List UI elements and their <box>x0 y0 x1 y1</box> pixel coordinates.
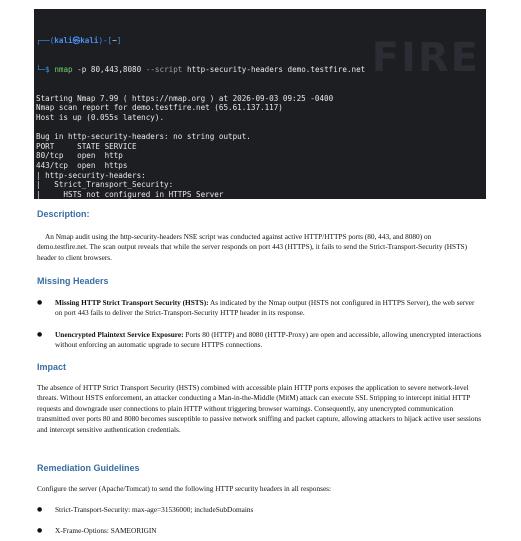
watermark-logo: FIRE <box>371 35 480 81</box>
terminal-output <box>36 17 482 199</box>
list-item-title: Unencrypted Plaintext Service Exposure: <box>55 330 184 339</box>
list-item-text: As indicated by the Nmap output (HSTS not configured in HTTPS Server), the web server on port 443 fails to deliver the Strict-Transport-Security HTTP header in its response. <box>55 298 475 318</box>
terminal-line <box>36 123 482 133</box>
terminal-prompt-line: ┌──(kali㉿kali)-[~] <box>36 36 122 46</box>
bullet-icon: ● <box>37 527 43 534</box>
terminal-line: Host is up (0.055s latency). <box>36 112 165 122</box>
terminal-line: 443/tcp open https <box>36 160 128 170</box>
terminal-line: Nmap scan report for demo.testfire.net (65.61.137.117) <box>36 103 283 113</box>
terminal-line: | http-security-headers: <box>36 170 146 180</box>
terminal-output-lines <box>36 94 482 199</box>
command-flag: --script <box>145 64 183 74</box>
description-heading: Description: <box>37 209 90 219</box>
terminal-line: Bug in http-security-headers: no string output. <box>36 132 251 142</box>
list-item <box>37 330 483 351</box>
description-text: An Nmap audit using the http-security-headers NSE script was conducted against active HTTP/HTTPS ports (80, 443, and 8080) on demo.testfire.net. The scan output reveals that while the server responds on port 443 (HTTPS), it fails to send the Strict-Transport-Security (HSTS) header to client browsers. <box>37 232 468 262</box>
terminal-screenshot <box>34 9 486 199</box>
list-item-text: Ports 80 (HTTP) and 8080 (HTTP-Proxy) are open and accessible, allowing unencrypted interactions without enforcing an automatic upgrade to secure HTTPS connections. <box>55 330 482 350</box>
bullet-icon: ● <box>37 299 43 306</box>
command-args: -p 80,443,8080 <box>77 64 142 74</box>
missing-headers-heading: Missing Headers <box>37 276 109 286</box>
terminal-line: | Strict_Transport_Security: <box>36 180 174 190</box>
command-rest: http-security-headers demo.testfire.net <box>186 64 366 74</box>
prompt-host: kali <box>80 36 99 46</box>
list-item-text: X-Frame-Options: SAMEORIGIN <box>55 526 157 535</box>
list-item <box>37 298 483 319</box>
bullet-icon: ● <box>37 506 43 513</box>
prompt-path: ~ <box>112 36 117 46</box>
terminal-line: PORT STATE SERVICE <box>36 141 137 151</box>
list-item-text: Strict-Transport-Security: max-age=31536000; includeSubDomains <box>55 505 254 514</box>
terminal-line: | HSTS not configured in HTTPS Server <box>36 189 224 199</box>
terminal-command-line: └─$ nmap -p 80,443,8080 --script http-security-headers demo.testfire.net <box>36 64 366 74</box>
list-item <box>37 526 483 536</box>
list-item <box>37 505 483 515</box>
remediation-intro: Configure the server (Apache/Tomcat) to send the following HTTP security headers in all responses: <box>37 484 332 493</box>
prompt-user: kali <box>54 36 73 46</box>
impact-text: The absence of HTTP Strict Transport Security (HSTS) combined with accessible plain HTTP ports exposes the application to severe network-level threats. Without HSTS enforcement, an attacker conducting a Man-in-the-Middle (MitM) attack can execute SSL Stripping to intercept initial HTTP requests and downgrade user connections to plain HTTP without triggering browser warnings. Consequently, any unencrypted communication transmitted over ports 80 and 8080 becomes susceptible to passive network sniffing and packet capture, allowing attackers to hijack active user sessions and intercept sensitive authentication credentials. <box>37 383 482 434</box>
impact-heading: Impact <box>37 362 67 372</box>
terminal-line: 80/tcp open http <box>36 151 123 161</box>
command-tool: nmap <box>54 64 73 74</box>
list-item-title: Missing HTTP Strict Transport Security (HSTS): <box>55 298 209 307</box>
remediation-heading: Remediation Guidelines <box>37 463 140 473</box>
terminal-line: Starting Nmap 7.99 ( https://nmap.org ) at 2026-09-03 09:25 -0400 <box>36 93 334 103</box>
bullet-icon: ● <box>37 331 43 338</box>
